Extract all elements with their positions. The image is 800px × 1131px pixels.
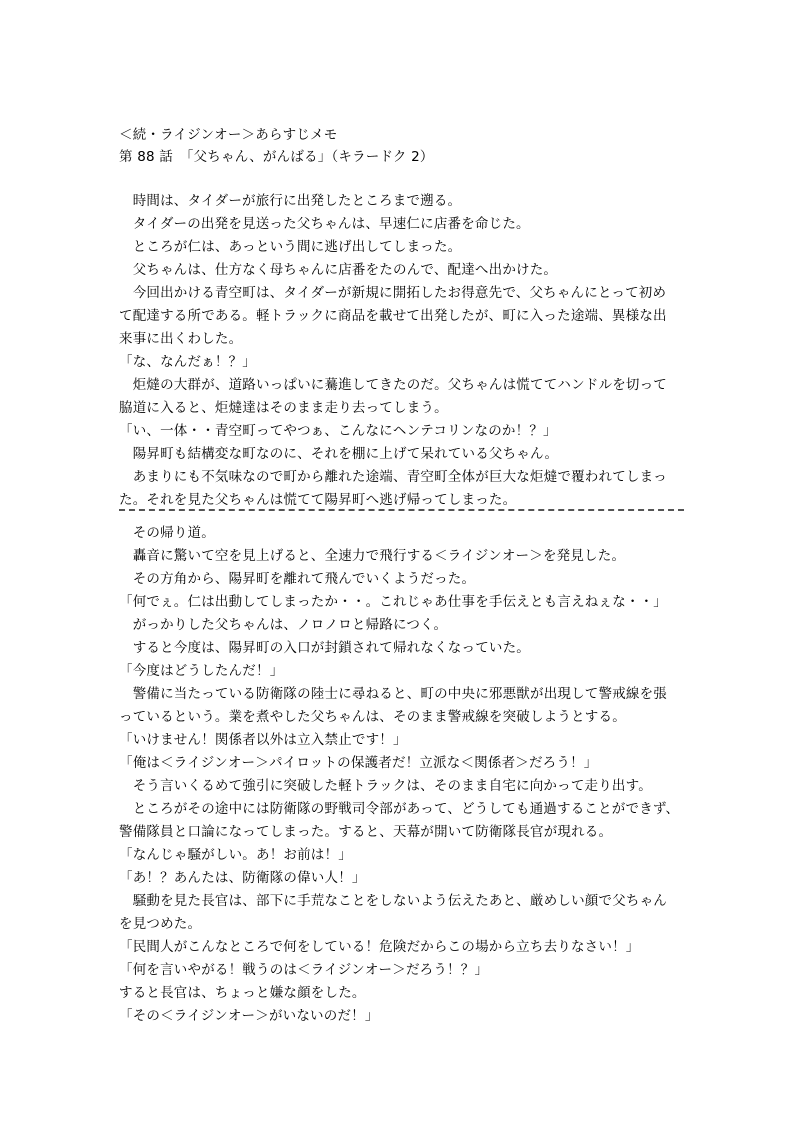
episode-heading: 第 88 話 「父ちゃん、がんばる」（キラードク 2） <box>119 149 434 165</box>
dialogue-line: 「何を言いやがる！戦うのは＜ライジンオー＞だろう！？」 <box>119 962 489 978</box>
paragraph-line: ところがその途中には防衛隊の野戦司令部があって、どうしても通過することができず、 <box>119 801 680 817</box>
paragraph-line: その帰り道。 <box>119 525 215 541</box>
dialogue-line: 「な、なんだぁ！？」 <box>119 354 256 370</box>
paragraph-line: すると今度は、陽昇町の入口が封鎖されて帰れなくなっていた。 <box>119 640 530 656</box>
paragraph-line: 轟音に驚いて空を見上げると、全速力で飛行する＜ライジンオー＞を発見した。 <box>119 548 626 564</box>
paragraph-line: ところが仁は、あっという間に逃げ出してしまった。 <box>119 239 462 255</box>
paragraph-line: 炬燵の大群が、道路いっぱいに驀進してきたのだ。父ちゃんは慌ててハンドルを切って <box>119 377 667 393</box>
dialogue-line: 「民間人がこんなところで何をしている！危険だからこの場から立ち去りなさい！」 <box>119 939 640 955</box>
document-title: ＜続・ライジンオー＞あらすじメモ <box>119 127 338 143</box>
dialogue-line: 「俺は＜ライジンオー＞パイロットの保護者だ！立派な＜関係者＞だろう！」 <box>119 755 598 771</box>
paragraph-line: そう言いくるめて強引に突破した軽トラックは、そのまま自宅に向かって走り出す。 <box>119 778 652 794</box>
paragraph-line: がっかりした父ちゃんは、ノロノロと帰路につく。 <box>119 617 448 633</box>
paragraph-line: て配達する所である。軽トラックに商品を載せて出発したが、町に入った途端、異様な出 <box>119 308 667 324</box>
dialogue-line: 「い、一体・・青空町ってやつぁ、こんなにヘンテコリンなのか！？」 <box>119 423 557 439</box>
dialogue-line: 「今度はどうしたんだ！」 <box>119 663 284 679</box>
dialogue-line: 「いけません！関係者以外は立入禁止です！」 <box>119 732 407 748</box>
paragraph-line: あまりにも不気味なので町から離れた途端、青空町全体が巨大な炬燵で覆われてしまっ <box>119 469 667 485</box>
paragraph-line: すると長官は、ちょっと嫌な顔をした。 <box>119 985 366 1001</box>
paragraph-line: 警備に当たっている防衛隊の陸士に尋ねると、町の中央に邪悪獣が出現して警戒線を張 <box>119 686 667 702</box>
dialogue-line: 「何でぇ。仁は出動してしまったか・・。これじゃあ仕事を手伝えとも言えねぇな・・」 <box>119 594 667 610</box>
dialogue-line: 「なんじゃ騒がしい。あ！お前は！」 <box>119 847 352 863</box>
paragraph-line: その方角から、陽昇町を離れて飛んでいくようだった。 <box>119 571 476 587</box>
paragraph-line: 騒動を見た長官は、部下に手荒なことをしないよう伝えたあと、厳めしい顔で父ちゃん <box>119 893 667 909</box>
paragraph-line: を見つめた。 <box>119 916 202 932</box>
paragraph-line: 時間は、タイダーが旅行に出発したところまで遡る。 <box>119 193 462 209</box>
paragraph-line: 脇道に入ると、炬燵達はそのまま走り去ってしまう。 <box>119 400 448 416</box>
paragraph-line: タイダーの出発を見送った父ちゃんは、早速仁に店番を命じた。 <box>119 216 530 232</box>
paragraph-line: 今回出かける青空町は、タイダーが新規に開拓したお得意先で、父ちゃんにとって初め <box>119 285 667 301</box>
dialogue-line: 「その＜ライジンオー＞がいないのだ！」 <box>119 1008 379 1024</box>
section-divider <box>119 509 684 511</box>
paragraph-line: た。それを見た父ちゃんは慌てて陽昇町へ逃げ帰ってしまった。 <box>119 492 517 508</box>
paragraph-line: 来事に出くわした。 <box>119 331 243 347</box>
dialogue-line: 「あ！？あんたは、防衛隊の偉い人！」 <box>119 870 366 886</box>
paragraph-line: 父ちゃんは、仕方なく母ちゃんに店番をたのんで、配達へ出かけた。 <box>119 262 558 278</box>
paragraph-line: っているという。業を煮やした父ちゃんは、そのまま警戒線を突破しようとする。 <box>119 709 626 725</box>
paragraph-line: 警備隊員と口論になってしまった。すると、天幕が開いて防衛隊長官が現れる。 <box>119 824 613 840</box>
paragraph-line: 陽昇町も結構変な町なのに、それを棚に上げて呆れている父ちゃん。 <box>119 446 559 462</box>
